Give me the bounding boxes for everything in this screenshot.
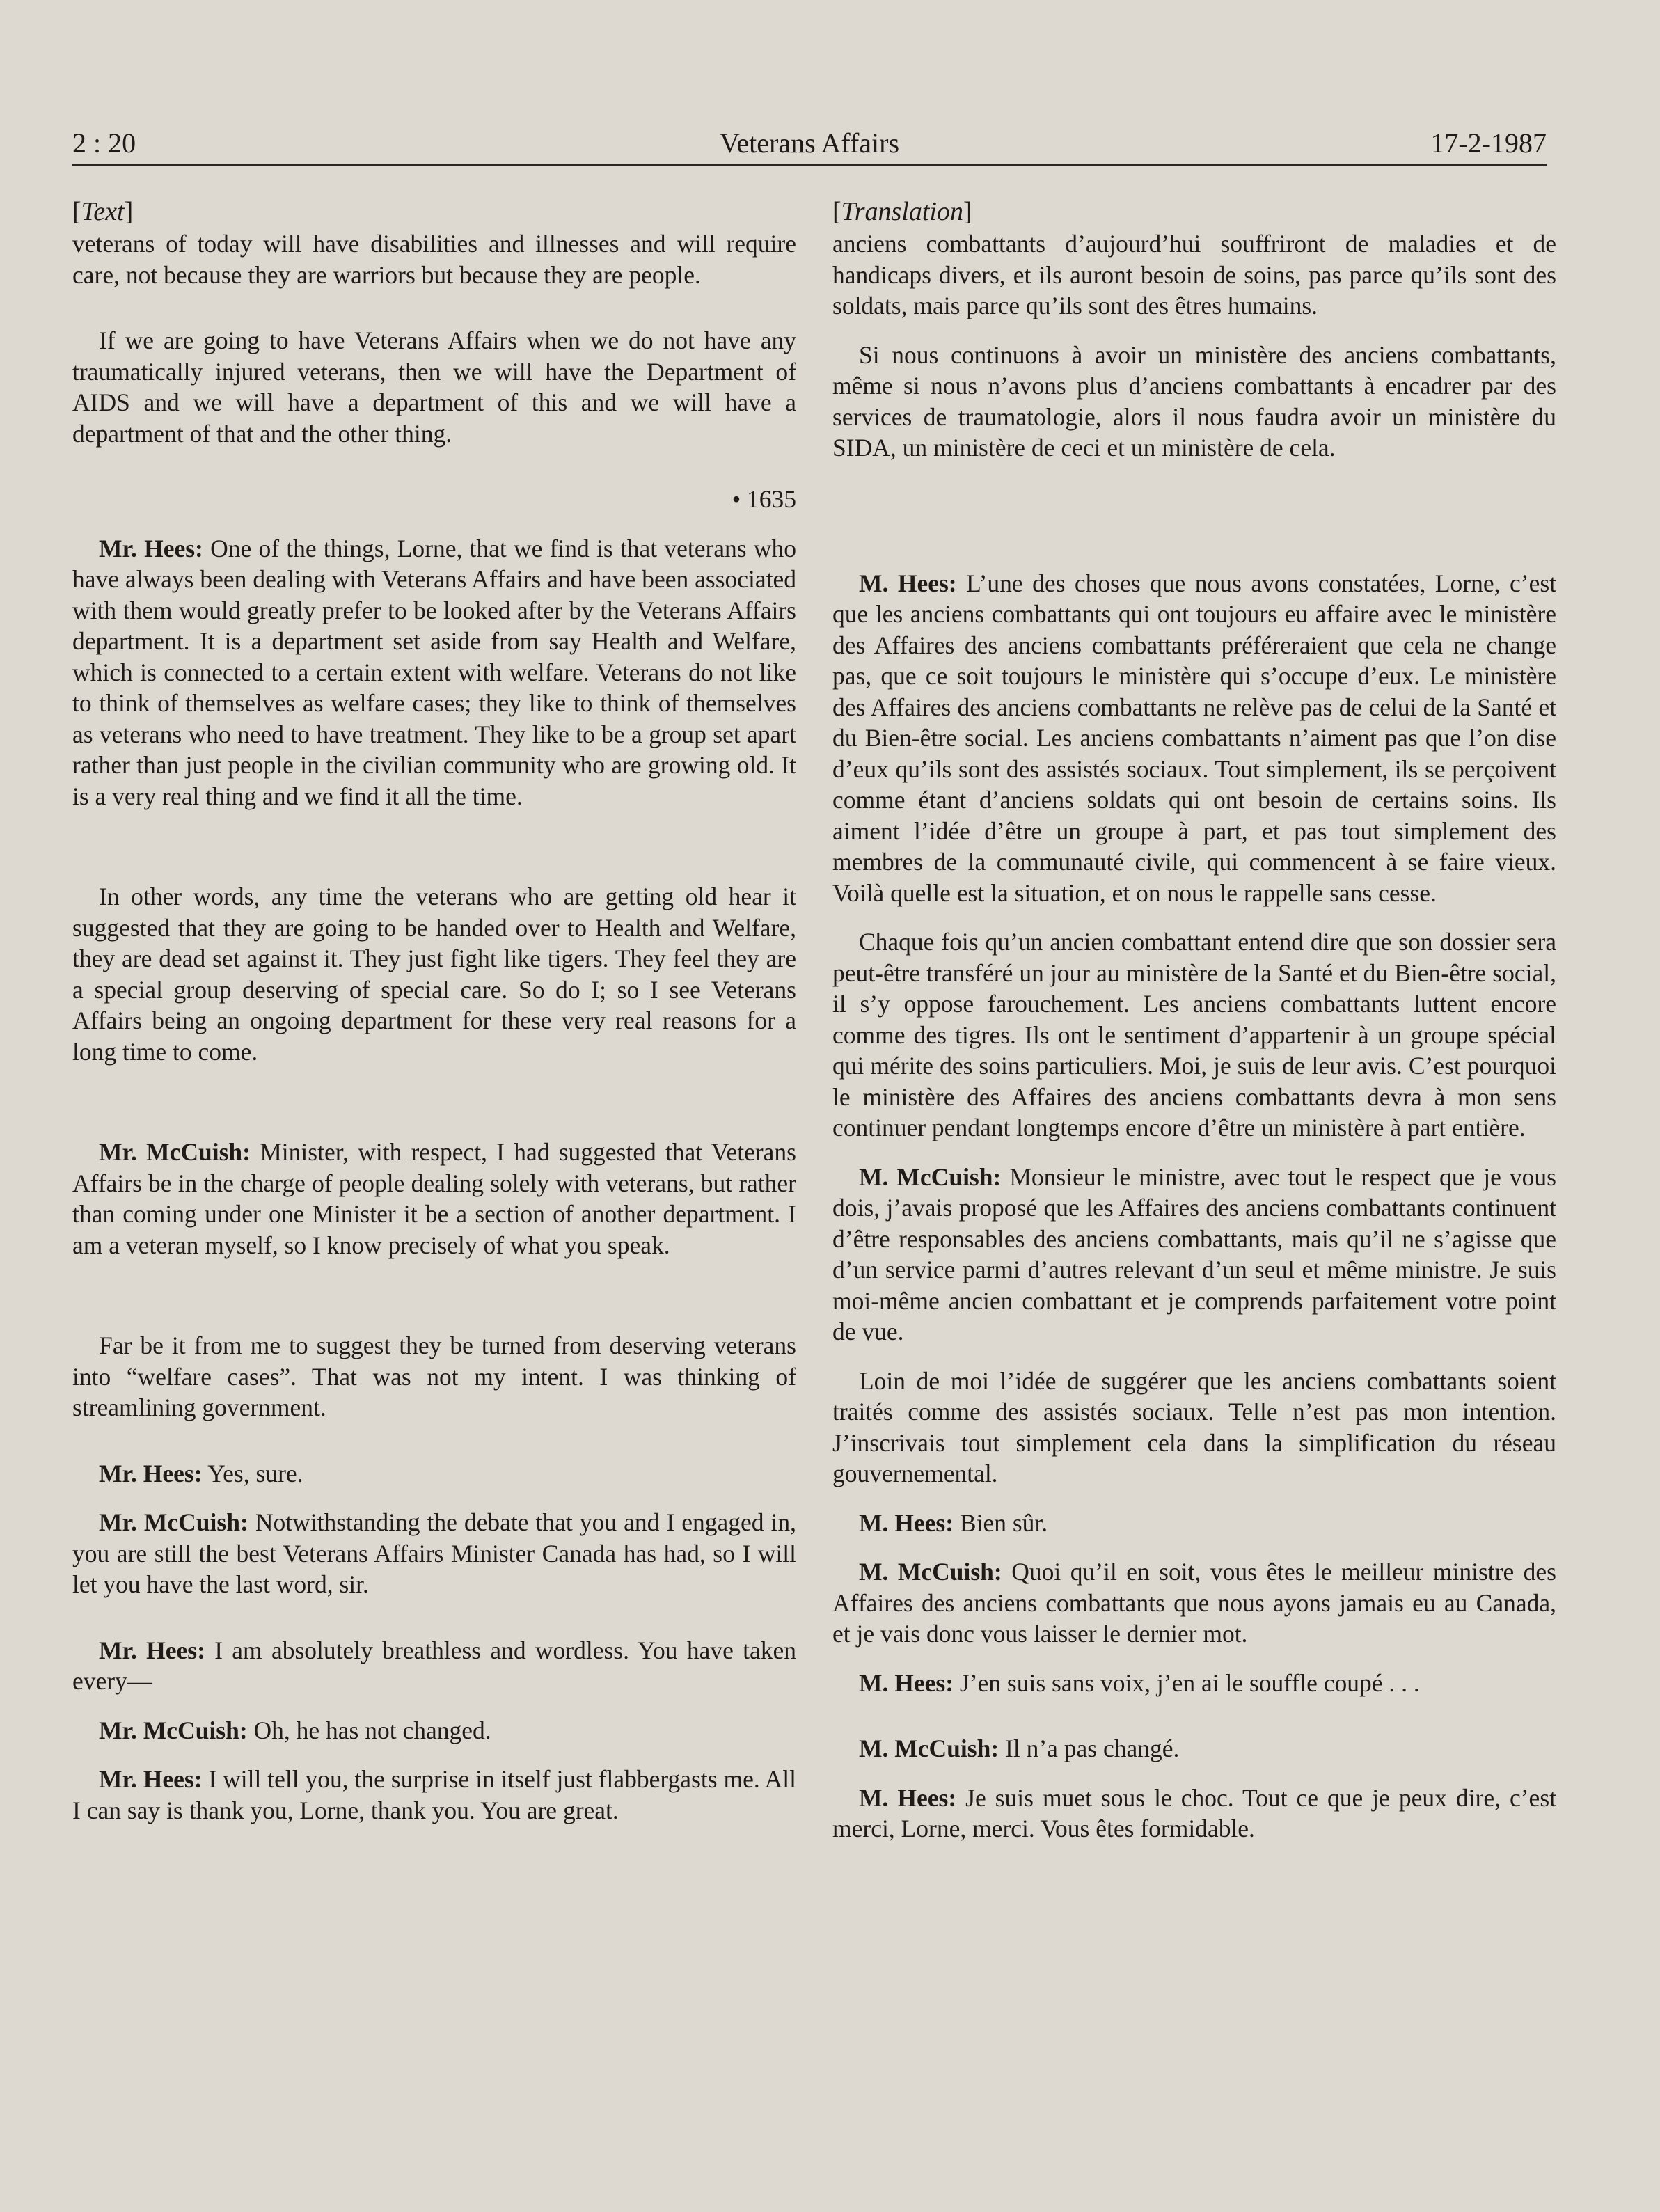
header-rule xyxy=(72,164,1547,166)
paragraph: In other words, any time the veterans who are getting old hear it suggested that they are going to be handed over to Health and Welfare, they are dead set against it. They just fight like tigers. They feel they are a special group deserving of special care. So do I; so I see Veterans Affairs being an ongoing department for these very real reasons for a long time to come. xyxy=(72,883,796,1066)
paragraph: M. McCuish: Il n’a pas changé. xyxy=(859,1735,1180,1762)
running-title: Veterans Affairs xyxy=(719,127,900,159)
paragraph: Mr. McCuish: Oh, he has not changed. xyxy=(99,1716,491,1744)
paragraph: M. McCuish: Monsieur le ministre, avec tout le respect que je vous dois, j’avais proposé que les Affaires des anciens combattants continuent d’être responsables des anciens combattants, mais qu’il ne s’agisse que d’un service parmi d’autres relevant d’un seul et même ministre. Je suis moi-même ancien combattant et je comprends parfaitement votre point de vue. xyxy=(832,1162,1556,1345)
column-tag: [Translation] xyxy=(832,197,972,226)
paragraph: Far be it from me to suggest they be turned from deserving veterans into “welfare cases”. That was not my intent. I was thinking of streamlining government. xyxy=(72,1332,796,1421)
paragraph: Mr. McCuish: Notwithstanding the debate that you and I engaged in, you are still the best Veterans Affairs Minister Canada has had, so I will let you have the last word, sir. xyxy=(72,1508,796,1598)
paragraph: veterans of today will have disabilities and illnesses and will require care, not because they are warriors but because they are people. xyxy=(72,230,796,289)
paragraph: M. McCuish: Quoi qu’il en soit, vous êtes le meilleur ministre des Affaires des anciens combattants que nous ayons jamais eu au Canada, et je vais donc vous laisser le dernier mot. xyxy=(832,1558,1556,1648)
column-tag: [Text] xyxy=(72,197,134,226)
paragraph: If we are going to have Veterans Affairs when we do not have any traumatically injured veterans, then we will have the Department of AIDS and we will have a department of this and we will have a department of that and the other thing. xyxy=(72,326,796,448)
paragraph: Si nous continuons à avoir un ministère des anciens combattants, même si nous n’avons plus d’anciens combattants à encadrer par des services de traumatologie, alors il nous faudra avoir un ministère du SIDA, un ministère de ceci et un ministère de cela. xyxy=(832,340,1556,461)
paragraph: M. Hees: J’en suis sans voix, j’en ai le souffle coupé . . . xyxy=(859,1668,1420,1697)
paragraph: M. Hees: L’une des choses que nous avons constatées, Lorne, c’est que les anciens combattants qui ont toujours eu affaire avec le ministère des Affaires des anciens combattants préféreraient que cela ne change pas, que ce soit toujours le ministère qui s’occupe d’eux. Le ministère des Affaires des anciens combattants ne relève pas de celui de la Santé et du Bien-être social. Les anciens combattants n’aiment pas que l’on dise d’eux qu’ils sont des assistés sociaux. Tout simplement, ils se perçoivent comme étant d’anciens soldats qui ont besoin de certains soins. Ils aiment l’idée d’être un groupe à part, et pas tout simplement des membres de la communauté civile, qui commencent à se faire vieux. Voilà quelle est la situation, et on nous le rappelle sans cesse. xyxy=(832,569,1556,907)
paragraph: Mr. Hees: I am absolutely breathless and wordless. You have taken every— xyxy=(72,1636,796,1695)
paragraph: Mr. McCuish: Minister, with respect, I had suggested that Veterans Affairs be in the charge of people dealing solely with veterans, but rather than coming under one Minister it be a section of another department. I am a veteran myself, so I know precisely of what you speak. xyxy=(72,1138,796,1259)
paragraph: anciens combattants d’aujourd’hui souffriront de maladies et de handicaps divers, et ils auront besoin de soins, pas parce qu’ils sont des soldats, mais parce qu’ils sont des êtres humains. xyxy=(832,230,1556,319)
time-marker: • 1635 xyxy=(732,485,796,513)
paragraph: Mr. Hees: One of the things, Lorne, that we find is that veterans who have always been dealing with Veterans Affairs and have been associated with them would greatly prefer to be looked after by the Veterans Affairs department. It is a department set aside from say Health and Welfare, which is connected to a certain extent with welfare. Veterans do not like to think of themselves as welfare cases; they like to think of themselves as veterans who need to have treatment. They like to be a group set apart rather than just people in the civilian community who are growing old. It is a very real thing and we find it all the time. xyxy=(72,534,796,810)
header-date: 17-2-1987 xyxy=(1430,127,1547,159)
french-column xyxy=(832,195,1556,1844)
paragraph: Chaque fois qu’un ancien combattant entend dire que son dossier sera peut-être transféré un jour au ministère de la Santé et du Bien-être social, il s’y oppose farouchement. Les anciens combattants luttent encore comme des tigres. Ils ont le sentiment d’appartenir à un groupe spécial qui mérite des soins particuliers. Moi, je suis de leur avis. C’est pourquoi le ministère des Affaires des anciens combattants devra à mon sens continuer pendant longtemps encore d’être un ministère à part entière. xyxy=(832,928,1556,1141)
paragraph: Loin de moi l’idée de suggérer que les anciens combattants soient traités comme des assistés sociaux. Telle n’est pas mon intention. J’inscrivais tout simplement cela dans la simplification du réseau gouvernemental. xyxy=(832,1366,1556,1487)
paragraph: M. Hees: Bien sûr. xyxy=(859,1508,1048,1537)
paragraph: M. Hees: Je suis muet sous le choc. Tout ce que je peux dire, c’est merci, Lorne, merci. Vous êtes formidable. xyxy=(832,1783,1556,1842)
paragraph: Mr. Hees: Yes, sure. xyxy=(99,1459,303,1487)
page-header xyxy=(72,125,1547,161)
paragraph: Mr. Hees: I will tell you, the surprise in itself just flabbergasts me. All I can say is thank you, Lorne, thank you. You are great. xyxy=(72,1765,796,1824)
page-number: 2 : 20 xyxy=(72,127,136,159)
english-column xyxy=(72,195,796,1826)
